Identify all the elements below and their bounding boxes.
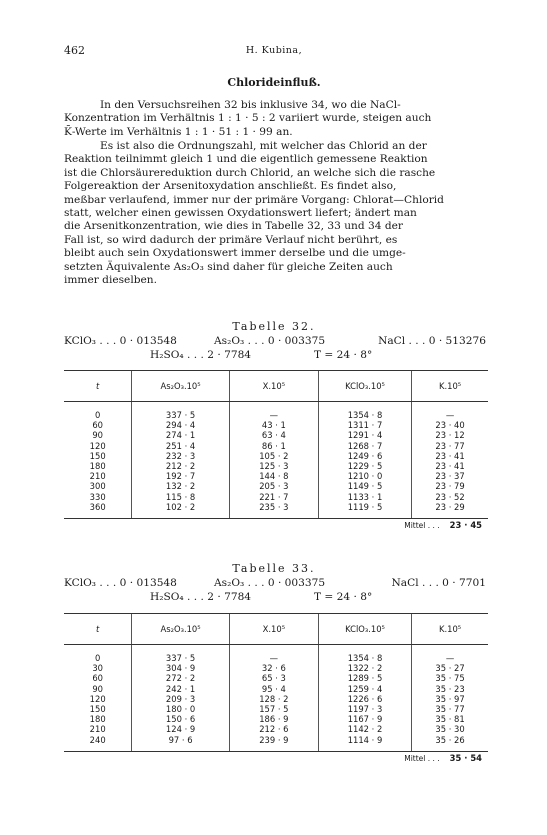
text-line: Fall ist, so wird dadurch der primäre Verlauf nicht berührt, es (64, 233, 398, 246)
table-cell: 23 · 79 (412, 481, 488, 491)
table-cell: 212 · 6 (229, 724, 318, 734)
temperature: T = 24 · 8° (314, 591, 373, 603)
table-row (64, 451, 488, 461)
table-cell: 63 · 4 (229, 430, 318, 440)
table-cell: 32 · 6 (229, 663, 318, 673)
table-row (64, 430, 488, 440)
table-cell: — (229, 410, 318, 420)
table-cell: 1167 · 9 (318, 714, 411, 724)
table-cell: 97 · 6 (132, 735, 230, 745)
table-cell: 35 · 26 (412, 735, 488, 745)
text-line: Reaktion teilnimmt gleich 1 und die eigentlich gemessene Reaktion (64, 153, 428, 166)
column-header: K.10⁵ (412, 371, 488, 402)
table-cell: 337 · 5 (132, 653, 230, 663)
table-row (64, 441, 488, 451)
table-row (64, 420, 488, 430)
table-cell: 1114 · 9 (318, 735, 411, 745)
table-cell: 186 · 9 (229, 714, 318, 724)
h2so4-concentration: H₂SO₄ . . . 2 · 7784 (150, 349, 252, 361)
table-row (64, 735, 488, 745)
table-cell: 209 · 3 (132, 694, 230, 704)
temperature: T = 24 · 8° (314, 349, 373, 361)
table-cell: 239 · 9 (229, 735, 318, 745)
table-cell: 1197 · 3 (318, 704, 411, 714)
table-row (64, 694, 488, 704)
table-cell: 132 · 2 (132, 481, 230, 491)
table-cell: 60 (92, 673, 103, 684)
table-cell: 1249 · 6 (318, 451, 411, 461)
mean-label: Mittel . . . (404, 754, 440, 764)
table-cell: 1133 · 1 (318, 492, 411, 502)
table-cell: 23 · 52 (412, 492, 488, 502)
mean-label: Mittel . . . (404, 521, 440, 531)
table-cell: 23 · 29 (412, 502, 488, 512)
kclo3-concentration: KClO₃ . . . 0 · 013548 (64, 577, 177, 589)
text-line: bleibt auch sein Oxydationswert immer derselbe und die umge- (64, 247, 406, 260)
table-cell: 60 (92, 420, 103, 431)
h2so4-concentration: H₂SO₄ . . . 2 · 7784 (150, 591, 252, 603)
table-row (64, 492, 488, 502)
table-cell: 0 (94, 653, 101, 663)
table-cell: 35 · 27 (412, 663, 488, 673)
table-cell: 115 · 8 (132, 492, 230, 502)
table-cell: 128 · 2 (229, 694, 318, 704)
text-line: statt, welcher einen gewissen Oxydationswert liefert; ändert man (64, 207, 417, 220)
table-cell: 274 · 1 (132, 430, 230, 440)
nacl-concentration: NaCl . . . 0 · 513276 (378, 335, 486, 347)
table-cell: 150 (89, 450, 106, 461)
kclo3-concentration: KClO₃ . . . 0 · 013548 (64, 335, 177, 347)
table-cell: 180 (89, 461, 106, 472)
table-cell: — (229, 653, 318, 663)
paragraph-1 (64, 99, 484, 139)
table-row (64, 481, 488, 491)
column-header: X.10⁵ (229, 614, 318, 645)
header-row (64, 614, 488, 645)
table-cell: 1311 · 7 (318, 420, 411, 430)
table-cell: 1289 · 5 (318, 673, 411, 683)
table-row (64, 673, 488, 683)
table-33 (64, 613, 488, 766)
table-cell: 65 · 3 (229, 673, 318, 683)
table-cell: 23 · 37 (412, 471, 488, 481)
column-header: t (64, 614, 132, 645)
text-line: K̄-Werte im Verhältnis 1 : 1 · 51 : 1 · 99 an. (64, 125, 293, 138)
table-cell: 1142 · 2 (318, 724, 411, 734)
table-cell: 1354 · 8 (318, 410, 411, 420)
paragraph-2 (64, 140, 484, 287)
table-cell: 35 · 30 (412, 724, 488, 734)
table-cell: 304 · 9 (132, 663, 230, 673)
table-cell: 192 · 7 (132, 471, 230, 481)
mean-row (64, 751, 488, 766)
table-cell: 35 · 23 (412, 684, 488, 694)
table-cell: 120 (89, 693, 106, 704)
table-row (64, 714, 488, 724)
table-cell: 0 (94, 410, 101, 420)
table-cell: 232 · 3 (132, 451, 230, 461)
table-cell: 330 (89, 491, 106, 502)
as2o3-concentration: As₂O₃ . . . 0 · 003375 (214, 577, 326, 589)
column-header: X.10⁵ (229, 371, 318, 402)
table-cell: — (412, 410, 488, 420)
header-row (64, 371, 488, 402)
table-cell: 125 · 3 (229, 461, 318, 471)
text-line: Konzentration im Verhältnis 1 : 1 · 5 : 2 variiert wurde, steigen auch (64, 112, 432, 125)
table-32 (64, 370, 488, 533)
table-row (64, 502, 488, 512)
table-32-conditions (64, 335, 486, 365)
table-row (64, 724, 488, 734)
table-cell: — (412, 653, 488, 663)
table-cell: 95 · 4 (229, 684, 318, 694)
table-cell: 23 · 12 (412, 430, 488, 440)
nacl-concentration: NaCl . . . 0 · 7701 (391, 577, 486, 589)
table-cell: 360 (89, 501, 106, 512)
table-cell: 102 · 2 (132, 502, 230, 512)
column-header: t (64, 371, 132, 402)
table-cell: 35 · 97 (412, 694, 488, 704)
section-heading: Chlorideinfluß. (227, 76, 321, 89)
table-cell: 35 · 77 (412, 704, 488, 714)
table-cell: 120 (89, 440, 106, 451)
column-header: KClO₃.10⁵ (318, 371, 411, 402)
table-cell: 90 (92, 683, 103, 694)
table-cell: 1229 · 5 (318, 461, 411, 471)
table-32-title: Tabelle 32. (232, 320, 316, 333)
table-cell: 251 · 4 (132, 441, 230, 451)
text-line: die Arsenitkonzentration, wie dies in Tabelle 32, 33 und 34 der (64, 220, 403, 233)
text-line: In den Versuchsreihen 32 bis inklusive 34, wo die NaCl- (100, 99, 401, 111)
table-cell: 105 · 2 (229, 451, 318, 461)
table-cell: 180 · 0 (132, 704, 230, 714)
table-row (64, 684, 488, 694)
table-cell: 212 · 2 (132, 461, 230, 471)
running-author: H. Kubina, (245, 45, 303, 56)
running-header (64, 44, 484, 58)
table-cell: 210 (89, 471, 106, 482)
table-cell: 242 · 1 (132, 684, 230, 694)
table-row (64, 471, 488, 481)
table-cell: 1226 · 6 (318, 694, 411, 704)
table-cell: 1291 · 4 (318, 430, 411, 440)
table-cell: 144 · 8 (229, 471, 318, 481)
text-line: Es ist also die Ordnungszahl, mit welcher das Chlorid an der (100, 140, 427, 152)
table-cell: 210 (89, 724, 106, 735)
table-cell: 1322 · 2 (318, 663, 411, 673)
table-cell: 23 · 40 (412, 420, 488, 430)
table-cell: 1259 · 4 (318, 684, 411, 694)
column-header: As₂O₃.10⁵ (132, 614, 230, 645)
table-cell: 90 (92, 430, 103, 441)
mean-row (64, 519, 488, 534)
table-cell: 235 · 3 (229, 502, 318, 512)
text-line: meßbar verlaufend, immer nur der primäre Vorgang: Chlorat—Chlorid (64, 193, 444, 206)
text-line: ist die Chlorsäurereduktion durch Chlorid, an welche sich die rasche (64, 166, 436, 179)
table-cell: 86 · 1 (229, 441, 318, 451)
table-cell: 150 · 6 (132, 714, 230, 724)
table-cell: 1354 · 8 (318, 653, 411, 663)
column-header: As₂O₃.10⁵ (132, 371, 230, 402)
column-header: K.10⁵ (412, 614, 488, 645)
table-cell: 272 · 2 (132, 673, 230, 683)
table-row (64, 704, 488, 714)
table-cell: 1210 · 0 (318, 471, 411, 481)
table-cell: 30 (92, 663, 103, 674)
table-row (64, 653, 488, 663)
as2o3-concentration: As₂O₃ . . . 0 · 003375 (214, 335, 326, 347)
table-cell: 1149 · 5 (318, 481, 411, 491)
page-number: 462 (64, 44, 85, 57)
table-cell: 157 · 5 (229, 704, 318, 714)
table-33-title: Tabelle 33. (232, 562, 316, 575)
text-line: setzten Äquivalente As₂O₃ sind daher für gleiche Zeiten auch (64, 260, 393, 273)
table-cell: 23 · 41 (412, 451, 488, 461)
mean-value: 23 · 45 (449, 520, 482, 531)
table-cell: 35 · 75 (412, 673, 488, 683)
table-cell: 150 (89, 704, 106, 715)
table-cell: 35 · 81 (412, 714, 488, 724)
table-33-conditions (64, 577, 486, 607)
table-cell: 337 · 5 (132, 410, 230, 420)
table-cell: 205 · 3 (229, 481, 318, 491)
table-cell: 300 (89, 481, 106, 492)
table-cell: 23 · 41 (412, 461, 488, 471)
table-row (64, 410, 488, 420)
table-cell: 23 · 77 (412, 441, 488, 451)
table-row (64, 461, 488, 471)
table-row (64, 663, 488, 673)
text-line: immer dieselben. (64, 274, 157, 287)
table-cell: 180 (89, 714, 106, 725)
table-cell: 43 · 1 (229, 420, 318, 430)
mean-value: 35 · 54 (449, 753, 482, 764)
column-header: KClO₃.10⁵ (318, 614, 411, 645)
table-cell: 240 (89, 734, 106, 745)
table-cell: 124 · 9 (132, 724, 230, 734)
text-line: Folgereaktion der Arsenitoxydation anschließt. Es findet also, (64, 180, 397, 193)
table-cell: 1119 · 5 (318, 502, 411, 512)
table-cell: 1268 · 7 (318, 441, 411, 451)
table-cell: 294 · 4 (132, 420, 230, 430)
table-cell: 221 · 7 (229, 492, 318, 502)
